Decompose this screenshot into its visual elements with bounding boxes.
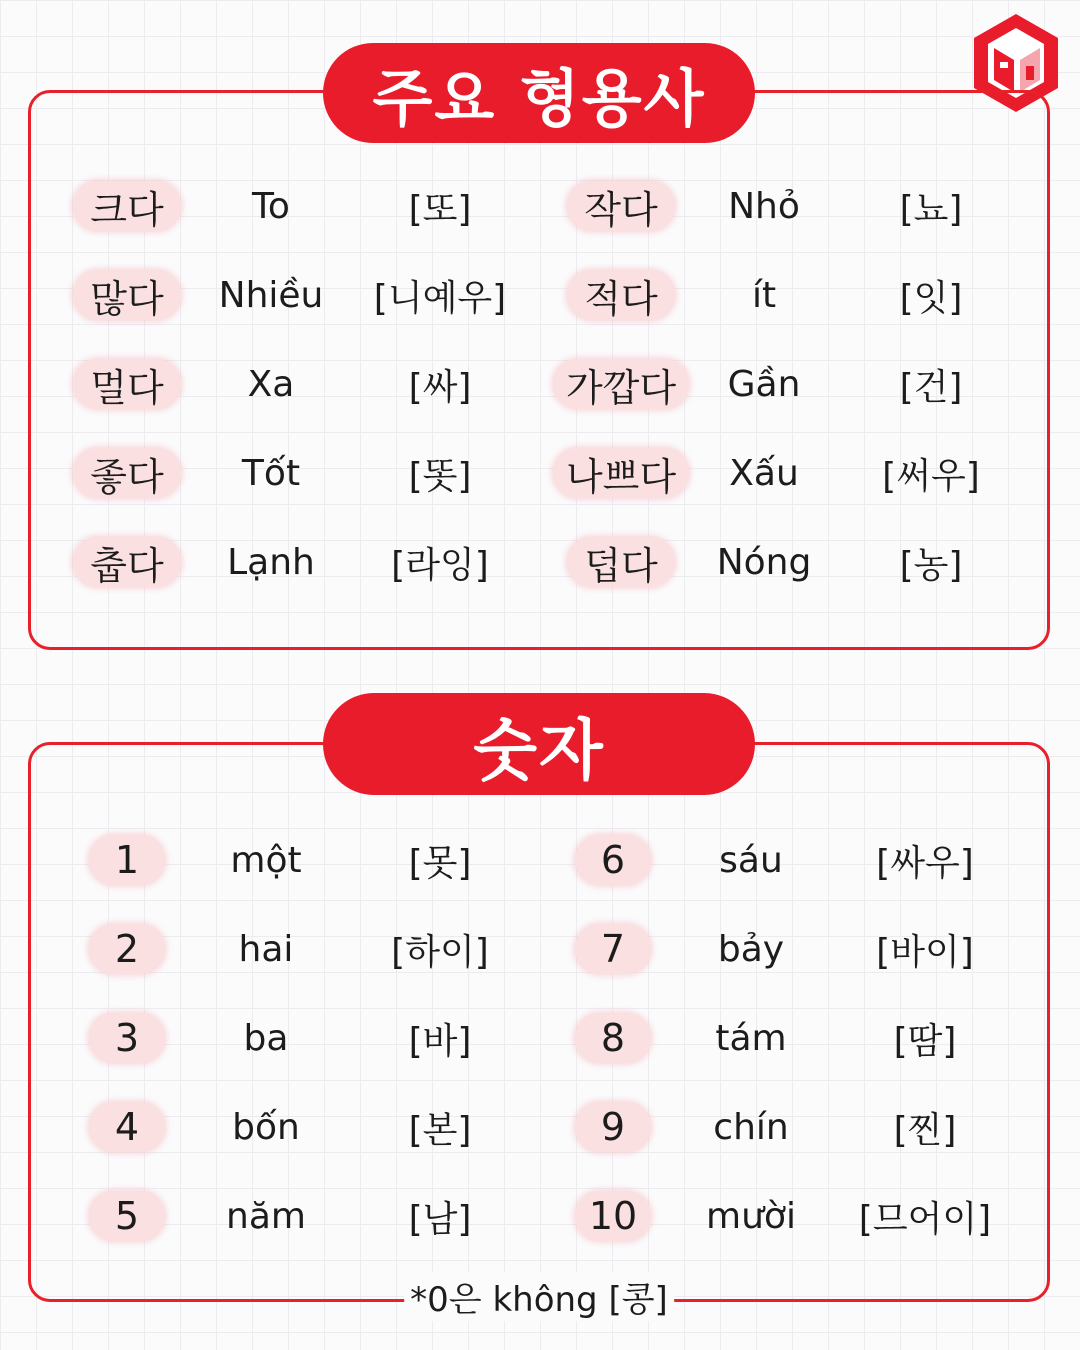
vietnamese-number: hai xyxy=(238,928,294,970)
number-digit: 10 xyxy=(575,1191,651,1241)
pronunciation: [써우] xyxy=(882,455,980,497)
pronunciation: [하이] xyxy=(391,931,489,973)
pronunciation: [잇] xyxy=(899,277,963,319)
adjectives-title: 주요 형용사 xyxy=(323,43,755,143)
numbers-section xyxy=(28,711,1050,1320)
pronunciation: [또] xyxy=(408,188,472,230)
korean-word: 작다 xyxy=(567,181,675,231)
vietnamese-word: To xyxy=(252,185,290,227)
vietnamese-number: bảy xyxy=(717,928,785,970)
vietnamese-number: chín xyxy=(713,1106,789,1148)
numbers-list xyxy=(31,835,1047,1280)
pronunciation: [똣] xyxy=(408,455,472,497)
pronunciation: [니예우] xyxy=(373,277,507,319)
vietnamese-number: tám xyxy=(715,1017,787,1059)
pronunciation: [건] xyxy=(899,366,963,408)
adjective-row xyxy=(31,181,1047,270)
vietnamese-word: Lạnh xyxy=(227,541,315,583)
number-digit: 8 xyxy=(575,1013,651,1063)
number-row xyxy=(31,924,1047,1013)
pronunciation: [바이] xyxy=(876,931,974,973)
pronunciation: [므어이] xyxy=(858,1198,992,1240)
korean-word: 적다 xyxy=(567,270,675,320)
vietnamese-number: một xyxy=(230,839,302,881)
vietnamese-word: Nhiều xyxy=(218,274,324,316)
vietnamese-number: ba xyxy=(243,1017,289,1059)
vietnamese-word: Xấu xyxy=(729,452,799,494)
number-digit: 4 xyxy=(89,1102,165,1152)
vietnamese-number: bốn xyxy=(232,1106,300,1148)
number-digit: 7 xyxy=(575,924,651,974)
number-digit: 3 xyxy=(89,1013,165,1063)
number-row xyxy=(31,835,1047,924)
adjective-row xyxy=(31,270,1047,359)
vietnamese-word: Nhỏ xyxy=(728,185,800,227)
number-digit: 6 xyxy=(575,835,651,885)
vietnamese-word: Xa xyxy=(247,363,295,405)
korean-word: 나쁘다 xyxy=(553,448,689,498)
number-row xyxy=(31,1013,1047,1102)
korean-word: 좋다 xyxy=(73,448,181,498)
vietnamese-number: sáu xyxy=(719,839,783,881)
korean-word: 많다 xyxy=(73,270,181,320)
pronunciation: [본] xyxy=(408,1109,472,1151)
korean-word: 춥다 xyxy=(73,537,181,587)
korean-word: 멀다 xyxy=(73,359,181,409)
korean-word: 가깝다 xyxy=(553,359,689,409)
pronunciation: [남] xyxy=(408,1198,472,1240)
pronunciation: [라잉] xyxy=(391,544,489,586)
pronunciation: [못] xyxy=(408,842,472,884)
number-row xyxy=(31,1102,1047,1191)
pronunciation: [싸우] xyxy=(876,842,974,884)
vietnamese-number: năm xyxy=(226,1195,306,1237)
adjective-row xyxy=(31,359,1047,448)
vietnamese-word: ít xyxy=(751,274,777,316)
korean-word: 크다 xyxy=(73,181,181,231)
adjective-row xyxy=(31,448,1047,537)
korean-word: 덥다 xyxy=(567,537,675,587)
number-row xyxy=(31,1191,1047,1280)
vietnamese-word: Tốt xyxy=(241,452,301,494)
vietnamese-word: Gần xyxy=(727,363,801,405)
pronunciation: [싸] xyxy=(408,366,472,408)
adjectives-section xyxy=(28,61,1050,650)
vietnamese-word: Nóng xyxy=(716,541,812,583)
pronunciation: [찐] xyxy=(893,1109,957,1151)
zero-footnote: *0은 không [콩] xyxy=(404,1272,674,1321)
number-digit: 9 xyxy=(575,1102,651,1152)
pronunciation: [뇨] xyxy=(899,188,963,230)
pronunciation: [농] xyxy=(899,544,963,586)
pronunciation: [바] xyxy=(408,1020,472,1062)
number-digit: 2 xyxy=(89,924,165,974)
number-digit: 1 xyxy=(89,835,165,885)
numbers-title: 숫자 xyxy=(323,693,755,795)
number-digit: 5 xyxy=(89,1191,165,1241)
pronunciation: [땀] xyxy=(893,1020,957,1062)
adjectives-list xyxy=(31,181,1047,626)
adjective-row xyxy=(31,537,1047,626)
vietnamese-number: mười xyxy=(706,1195,796,1237)
